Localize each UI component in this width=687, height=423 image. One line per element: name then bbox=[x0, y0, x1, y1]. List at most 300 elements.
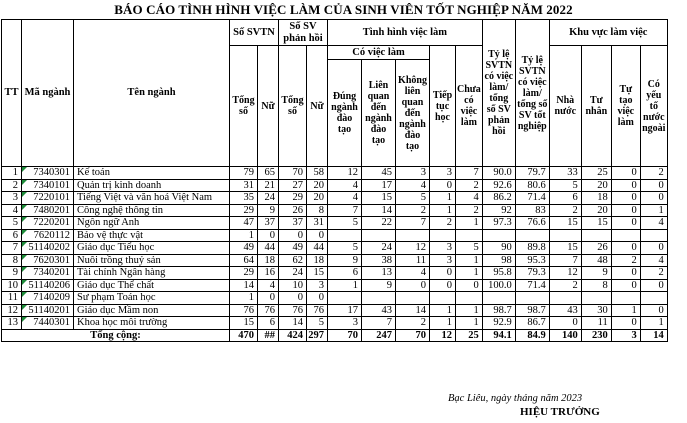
cell-tt[interactable]: 9 bbox=[2, 267, 22, 280]
cell-phanhoi-nu[interactable]: 76 bbox=[307, 304, 328, 317]
cell-phanhoi-nu[interactable]: 0 bbox=[307, 292, 328, 305]
cell-ma-nganh[interactable]: 7340201 bbox=[22, 267, 74, 280]
cell-nha-nuoc[interactable]: 6 bbox=[549, 192, 581, 205]
header-so-svtn: Số SVTN bbox=[230, 20, 279, 46]
cell-nuoc-ngoai[interactable]: 4 bbox=[640, 254, 667, 267]
cell-dung-nganh[interactable]: 5 bbox=[328, 242, 362, 255]
cell-ty-le-phan-hoi[interactable]: 92.9 bbox=[482, 317, 515, 330]
cell-nha-nuoc[interactable]: 33 bbox=[549, 167, 581, 180]
cell-dung-nganh[interactable]: 17 bbox=[328, 304, 362, 317]
cell-svtn-tong-so[interactable]: 14 bbox=[230, 279, 258, 292]
cell-chua-co-viec[interactable]: 1 bbox=[456, 217, 483, 230]
cell-ten-nganh[interactable]: Quản trị kinh doanh bbox=[74, 179, 230, 192]
header-tinh-hinh-viec-lam: Tình hình việc làm bbox=[328, 20, 483, 46]
cell-tiep-tuc-hoc[interactable]: 0 bbox=[430, 267, 456, 280]
cell-ma-nganh[interactable]: 7220201 bbox=[22, 217, 74, 230]
cell-ten-nganh[interactable]: Giáo dục Mầm non bbox=[74, 304, 230, 317]
cell-ma-nganh[interactable]: 7440301 bbox=[22, 317, 74, 330]
cell-ty-le-phan-hoi[interactable]: 90.0 bbox=[482, 167, 515, 180]
cell-nuoc-ngoai[interactable]: 0 bbox=[640, 242, 667, 255]
cell-svtn-nu[interactable]: 0 bbox=[258, 229, 279, 242]
cell-ty-le-phan-hoi[interactable]: 98.7 bbox=[482, 304, 515, 317]
report-table bbox=[1, 19, 668, 342]
cell-tu-nhan[interactable]: 11 bbox=[581, 317, 611, 330]
cell-ten-nganh[interactable]: Tài chính Ngân hàng bbox=[74, 267, 230, 280]
cell-lien-quan[interactable]: 7 bbox=[362, 317, 396, 330]
cell-lien-quan[interactable]: 17 bbox=[362, 179, 396, 192]
total-tiep-tuc-hoc[interactable]: 12 bbox=[430, 329, 456, 342]
cell-tu-nhan[interactable]: 48 bbox=[581, 254, 611, 267]
cell-khong-lien-quan[interactable]: 2 bbox=[396, 317, 430, 330]
total-dung-nganh[interactable]: 70 bbox=[328, 329, 362, 342]
table-row bbox=[2, 217, 668, 230]
cell-svtn-tong-so[interactable]: 49 bbox=[230, 242, 258, 255]
cell-khong-lien-quan[interactable]: 4 bbox=[396, 267, 430, 280]
footer-signer: HIỆU TRƯỞNG bbox=[520, 406, 600, 418]
cell-ten-nganh[interactable]: Bảo vệ thực vật bbox=[74, 229, 230, 242]
cell-nha-nuoc[interactable]: 43 bbox=[549, 304, 581, 317]
total-nha-nuoc[interactable]: 140 bbox=[549, 329, 581, 342]
cell-dung-nganh[interactable]: 4 bbox=[328, 192, 362, 205]
cell-tiep-tuc-hoc[interactable]: 1 bbox=[430, 317, 456, 330]
cell-ty-le-tot-nghiep[interactable] bbox=[515, 229, 549, 242]
cell-khong-lien-quan[interactable]: 5 bbox=[396, 192, 430, 205]
header-svtn-nu: Nữ bbox=[258, 46, 279, 167]
cell-svtn-nu[interactable]: 65 bbox=[258, 167, 279, 180]
cell-lien-quan[interactable]: 13 bbox=[362, 267, 396, 280]
header-ten-nganh: Tên ngành bbox=[74, 20, 230, 167]
cell-khong-lien-quan[interactable]: 14 bbox=[396, 304, 430, 317]
cell-ten-nganh[interactable]: Ngôn ngữ Anh bbox=[74, 217, 230, 230]
cell-tt[interactable]: 8 bbox=[2, 254, 22, 267]
total-row bbox=[2, 329, 668, 342]
cell-chua-co-viec[interactable]: 7 bbox=[456, 167, 483, 180]
header-chua-co-viec: Chưa có việc làm bbox=[456, 46, 483, 167]
cell-phanhoi-tong-so[interactable]: 24 bbox=[279, 267, 307, 280]
cell-tu-nhan[interactable]: 25 bbox=[581, 167, 611, 180]
total-ty-le-phan-hoi[interactable]: 94.1 bbox=[482, 329, 515, 342]
cell-svtn-nu[interactable]: 76 bbox=[258, 304, 279, 317]
cell-khong-lien-quan[interactable]: 11 bbox=[396, 254, 430, 267]
cell-tu-nhan[interactable]: 15 bbox=[581, 217, 611, 230]
total-tu-nhan[interactable]: 230 bbox=[581, 329, 611, 342]
cell-khong-lien-quan[interactable] bbox=[396, 292, 430, 305]
cell-dung-nganh[interactable]: 1 bbox=[328, 279, 362, 292]
cell-khong-lien-quan[interactable]: 4 bbox=[396, 179, 430, 192]
header-khu-vuc: Khu vực làm việc bbox=[549, 20, 667, 46]
header-svtn-tong-so: Tổng số bbox=[230, 46, 258, 167]
cell-tu-tao[interactable]: 1 bbox=[611, 304, 640, 317]
cell-dung-nganh[interactable]: 6 bbox=[328, 267, 362, 280]
cell-tu-nhan[interactable]: 30 bbox=[581, 304, 611, 317]
cell-tt[interactable]: 2 bbox=[2, 179, 22, 192]
cell-lien-quan[interactable]: 38 bbox=[362, 254, 396, 267]
error-indicator-icon bbox=[22, 230, 27, 235]
cell-dung-nganh[interactable] bbox=[328, 229, 362, 242]
error-indicator-icon bbox=[22, 167, 27, 172]
cell-tiep-tuc-hoc[interactable]: 3 bbox=[430, 254, 456, 267]
cell-ma-nganh[interactable]: 7140209 bbox=[22, 292, 74, 305]
cell-tu-nhan[interactable]: 26 bbox=[581, 242, 611, 255]
cell-ty-le-tot-nghiep[interactable]: 80.6 bbox=[515, 179, 549, 192]
cell-ty-le-phan-hoi[interactable] bbox=[482, 229, 515, 242]
cell-ten-nganh[interactable]: Giáo dục Tiểu học bbox=[74, 242, 230, 255]
table-body bbox=[2, 167, 668, 330]
cell-tu-tao[interactable]: 0 bbox=[611, 192, 640, 205]
error-indicator-icon bbox=[22, 280, 27, 285]
cell-ty-le-tot-nghiep[interactable]: 79.7 bbox=[515, 167, 549, 180]
cell-phanhoi-nu[interactable]: 5 bbox=[307, 317, 328, 330]
cell-phanhoi-nu[interactable]: 58 bbox=[307, 167, 328, 180]
cell-svtn-nu[interactable]: 9 bbox=[258, 204, 279, 217]
cell-chua-co-viec[interactable] bbox=[456, 292, 483, 305]
cell-phanhoi-tong-so[interactable]: 27 bbox=[279, 179, 307, 192]
cell-ten-nganh[interactable]: Giáo dục Thể chất bbox=[74, 279, 230, 292]
cell-tiep-tuc-hoc[interactable]: 2 bbox=[430, 217, 456, 230]
cell-svtn-nu[interactable]: 0 bbox=[258, 292, 279, 305]
cell-dung-nganh[interactable]: 7 bbox=[328, 204, 362, 217]
cell-tt[interactable]: 10 bbox=[2, 279, 22, 292]
cell-dung-nganh[interactable]: 12 bbox=[328, 167, 362, 180]
cell-svtn-nu[interactable]: 4 bbox=[258, 279, 279, 292]
cell-tt[interactable]: 5 bbox=[2, 217, 22, 230]
cell-phanhoi-tong-so[interactable]: 76 bbox=[279, 304, 307, 317]
cell-tu-tao[interactable]: 0 bbox=[611, 267, 640, 280]
header-tiep-tuc-hoc: Tiếp tục học bbox=[430, 46, 456, 167]
cell-svtn-nu[interactable]: 18 bbox=[258, 254, 279, 267]
cell-ty-le-tot-nghiep[interactable] bbox=[515, 292, 549, 305]
cell-ma-nganh[interactable]: 7480201 bbox=[22, 204, 74, 217]
cell-chua-co-viec[interactable]: 2 bbox=[456, 179, 483, 192]
cell-ty-le-phan-hoi[interactable]: 98 bbox=[482, 254, 515, 267]
cell-nha-nuoc[interactable]: 12 bbox=[549, 267, 581, 280]
cell-khong-lien-quan[interactable]: 3 bbox=[396, 167, 430, 180]
cell-tu-nhan[interactable]: 18 bbox=[581, 192, 611, 205]
cell-ma-nganh[interactable]: 7220101 bbox=[22, 192, 74, 205]
cell-tu-tao[interactable]: 0 bbox=[611, 167, 640, 180]
cell-nha-nuoc[interactable] bbox=[549, 292, 581, 305]
cell-nuoc-ngoai[interactable]: 2 bbox=[640, 167, 667, 180]
cell-khong-lien-quan[interactable]: 7 bbox=[396, 217, 430, 230]
cell-khong-lien-quan[interactable]: 2 bbox=[396, 204, 430, 217]
report-title: BÁO CÁO TÌNH HÌNH VIỆC LÀM CỦA SINH VIÊN TỐT NGHIỆP NĂM 2022 bbox=[114, 2, 573, 17]
table-row bbox=[2, 167, 668, 180]
footer-date-line: Bạc Liêu, ngày tháng năm 2023 bbox=[448, 393, 583, 404]
cell-ty-le-phan-hoi[interactable]: 100.0 bbox=[482, 279, 515, 292]
cell-tu-tao[interactable]: 0 bbox=[611, 179, 640, 192]
cell-lien-quan[interactable]: 22 bbox=[362, 217, 396, 230]
cell-tt[interactable]: 7 bbox=[2, 242, 22, 255]
total-tu-tao[interactable]: 3 bbox=[611, 329, 640, 342]
header-phanhoi-nu: Nữ bbox=[307, 46, 328, 167]
cell-svtn-tong-so[interactable]: 15 bbox=[230, 317, 258, 330]
cell-tt[interactable]: 11 bbox=[2, 292, 22, 305]
total-label: Tổng cộng: bbox=[2, 329, 230, 342]
total-nuoc-ngoai[interactable]: 14 bbox=[640, 329, 667, 342]
cell-nha-nuoc[interactable]: 2 bbox=[549, 204, 581, 217]
cell-ty-le-tot-nghiep[interactable]: 79.3 bbox=[515, 267, 549, 280]
cell-lien-quan[interactable]: 43 bbox=[362, 304, 396, 317]
cell-tiep-tuc-hoc[interactable]: 3 bbox=[430, 167, 456, 180]
header-ty-le-phan-hoi: Tỷ lệ SVTN có việc làm/ tổng số SV phản hồi bbox=[482, 20, 515, 167]
cell-tiep-tuc-hoc[interactable]: 0 bbox=[430, 179, 456, 192]
cell-svtn-tong-so[interactable]: 76 bbox=[230, 304, 258, 317]
cell-tu-tao[interactable]: 0 bbox=[611, 242, 640, 255]
cell-nha-nuoc[interactable]: 0 bbox=[549, 317, 581, 330]
cell-tu-nhan[interactable]: 9 bbox=[581, 267, 611, 280]
table-row bbox=[2, 317, 668, 330]
cell-svtn-nu[interactable]: 24 bbox=[258, 192, 279, 205]
cell-dung-nganh[interactable] bbox=[328, 292, 362, 305]
cell-tt[interactable]: 4 bbox=[2, 204, 22, 217]
cell-ty-le-tot-nghiep[interactable]: 76.6 bbox=[515, 217, 549, 230]
cell-phanhoi-tong-so[interactable]: 37 bbox=[279, 217, 307, 230]
cell-chua-co-viec[interactable]: 1 bbox=[456, 254, 483, 267]
header-tu-tao: Tự tạo việc làm bbox=[611, 46, 640, 167]
cell-svtn-tong-so[interactable]: 29 bbox=[230, 267, 258, 280]
cell-lien-quan[interactable]: 24 bbox=[362, 242, 396, 255]
cell-ma-nganh[interactable]: 7340101 bbox=[22, 179, 74, 192]
cell-lien-quan[interactable]: 14 bbox=[362, 204, 396, 217]
cell-ten-nganh[interactable]: Kế toán bbox=[74, 167, 230, 180]
cell-ten-nganh[interactable]: Tiếng Việt và văn hoá Việt Nam bbox=[74, 192, 230, 205]
cell-tt[interactable]: 3 bbox=[2, 192, 22, 205]
header-ty-le-tot-nghiep: Tỷ lệ SVTN có việc làm/ tổng số SV tốt nghiệp bbox=[515, 20, 549, 167]
cell-nuoc-ngoai[interactable]: 2 bbox=[640, 267, 667, 280]
cell-phanhoi-tong-so[interactable]: 62 bbox=[279, 254, 307, 267]
cell-lien-quan[interactable]: 9 bbox=[362, 279, 396, 292]
error-indicator-icon bbox=[22, 255, 27, 260]
cell-tt[interactable]: 13 bbox=[2, 317, 22, 330]
table-row bbox=[2, 192, 668, 205]
cell-ma-nganh[interactable]: 51140201 bbox=[22, 304, 74, 317]
table-row bbox=[2, 267, 668, 280]
cell-chua-co-viec[interactable]: 1 bbox=[456, 317, 483, 330]
cell-ty-le-phan-hoi[interactable]: 95.8 bbox=[482, 267, 515, 280]
error-indicator-icon bbox=[22, 292, 27, 297]
error-indicator-icon bbox=[22, 205, 27, 210]
total-phanhoi-nu[interactable]: 297 bbox=[307, 329, 328, 342]
error-indicator-icon bbox=[22, 317, 27, 322]
cell-svtn-tong-so[interactable]: 1 bbox=[230, 229, 258, 242]
cell-lien-quan[interactable]: 15 bbox=[362, 192, 396, 205]
cell-chua-co-viec[interactable]: 2 bbox=[456, 204, 483, 217]
cell-tu-tao[interactable]: 0 bbox=[611, 217, 640, 230]
cell-phanhoi-tong-so[interactable]: 26 bbox=[279, 204, 307, 217]
cell-ma-nganh[interactable]: 51140202 bbox=[22, 242, 74, 255]
total-phanhoi-tong-so[interactable]: 424 bbox=[279, 329, 307, 342]
cell-nuoc-ngoai[interactable]: 0 bbox=[640, 179, 667, 192]
table-row bbox=[2, 304, 668, 317]
table-row bbox=[2, 179, 668, 192]
cell-nuoc-ngoai[interactable]: 1 bbox=[640, 317, 667, 330]
error-indicator-icon bbox=[22, 192, 27, 197]
cell-tu-tao[interactable]: 2 bbox=[611, 254, 640, 267]
cell-chua-co-viec[interactable]: 0 bbox=[456, 279, 483, 292]
cell-ty-le-tot-nghiep[interactable]: 86.7 bbox=[515, 317, 549, 330]
error-indicator-icon bbox=[22, 267, 27, 272]
cell-phanhoi-nu[interactable]: 8 bbox=[307, 204, 328, 217]
cell-lien-quan[interactable] bbox=[362, 229, 396, 242]
table-row bbox=[2, 229, 668, 242]
cell-svtn-nu[interactable]: 21 bbox=[258, 179, 279, 192]
cell-phanhoi-nu[interactable]: 15 bbox=[307, 267, 328, 280]
cell-ty-le-tot-nghiep[interactable]: 83 bbox=[515, 204, 549, 217]
cell-svtn-tong-so[interactable]: 1 bbox=[230, 292, 258, 305]
table-row bbox=[2, 279, 668, 292]
total-ty-le-tot-nghiep[interactable]: 84.9 bbox=[515, 329, 549, 342]
cell-svtn-tong-so[interactable]: 31 bbox=[230, 179, 258, 192]
header-khong-lien-quan: Không liên quan đến ngành đào tạo bbox=[396, 60, 430, 167]
cell-dung-nganh[interactable]: 3 bbox=[328, 317, 362, 330]
error-indicator-icon bbox=[22, 180, 27, 185]
cell-ma-nganh[interactable]: 7620301 bbox=[22, 254, 74, 267]
cell-nuoc-ngoai[interactable] bbox=[640, 292, 667, 305]
cell-tiep-tuc-hoc[interactable] bbox=[430, 292, 456, 305]
cell-tiep-tuc-hoc[interactable]: 1 bbox=[430, 192, 456, 205]
cell-tt[interactable]: 1 bbox=[2, 167, 22, 180]
cell-tu-nhan[interactable]: 20 bbox=[581, 204, 611, 217]
cell-svtn-tong-so[interactable]: 47 bbox=[230, 217, 258, 230]
cell-phanhoi-tong-so[interactable]: 29 bbox=[279, 192, 307, 205]
cell-ma-nganh[interactable]: 7620112 bbox=[22, 229, 74, 242]
cell-ty-le-phan-hoi[interactable]: 90 bbox=[482, 242, 515, 255]
cell-tt[interactable]: 6 bbox=[2, 229, 22, 242]
cell-svtn-tong-so[interactable]: 79 bbox=[230, 167, 258, 180]
cell-phanhoi-tong-so[interactable]: 0 bbox=[279, 229, 307, 242]
cell-phanhoi-nu[interactable]: 44 bbox=[307, 242, 328, 255]
total-svtn-tong-so[interactable]: 470 bbox=[230, 329, 258, 342]
cell-tu-tao[interactable] bbox=[611, 292, 640, 305]
cell-ty-le-phan-hoi[interactable]: 92.6 bbox=[482, 179, 515, 192]
cell-chua-co-viec[interactable] bbox=[456, 229, 483, 242]
cell-svtn-nu[interactable]: 16 bbox=[258, 267, 279, 280]
cell-nha-nuoc[interactable]: 2 bbox=[549, 279, 581, 292]
cell-nha-nuoc[interactable] bbox=[549, 229, 581, 242]
cell-tiep-tuc-hoc[interactable]: 3 bbox=[430, 242, 456, 255]
cell-ty-le-phan-hoi[interactable] bbox=[482, 292, 515, 305]
cell-khong-lien-quan[interactable] bbox=[396, 229, 430, 242]
cell-tu-nhan[interactable] bbox=[581, 229, 611, 242]
cell-ma-nganh[interactable]: 7340301 bbox=[22, 167, 74, 180]
cell-khong-lien-quan[interactable]: 12 bbox=[396, 242, 430, 255]
cell-nha-nuoc[interactable]: 7 bbox=[549, 254, 581, 267]
cell-ty-le-tot-nghiep[interactable]: 89.8 bbox=[515, 242, 549, 255]
cell-nha-nuoc[interactable]: 15 bbox=[549, 242, 581, 255]
total-svtn-nu[interactable]: ## bbox=[258, 329, 279, 342]
cell-tu-nhan[interactable] bbox=[581, 292, 611, 305]
cell-nuoc-ngoai[interactable]: 1 bbox=[640, 204, 667, 217]
cell-dung-nganh[interactable]: 9 bbox=[328, 254, 362, 267]
cell-ty-le-phan-hoi[interactable]: 86.2 bbox=[482, 192, 515, 205]
cell-nha-nuoc[interactable]: 15 bbox=[549, 217, 581, 230]
cell-phanhoi-tong-so[interactable]: 10 bbox=[279, 279, 307, 292]
cell-phanhoi-nu[interactable]: 20 bbox=[307, 192, 328, 205]
cell-chua-co-viec[interactable]: 4 bbox=[456, 192, 483, 205]
cell-tiep-tuc-hoc[interactable]: 1 bbox=[430, 204, 456, 217]
cell-khong-lien-quan[interactable]: 0 bbox=[396, 279, 430, 292]
cell-phanhoi-nu[interactable]: 0 bbox=[307, 229, 328, 242]
cell-tu-tao[interactable]: 0 bbox=[611, 317, 640, 330]
cell-ten-nganh[interactable]: Công nghệ thông tin bbox=[74, 204, 230, 217]
cell-svtn-tong-so[interactable]: 29 bbox=[230, 204, 258, 217]
cell-lien-quan[interactable]: 45 bbox=[362, 167, 396, 180]
cell-tt[interactable]: 12 bbox=[2, 304, 22, 317]
cell-ty-le-phan-hoi[interactable]: 92 bbox=[482, 204, 515, 217]
cell-phanhoi-tong-so[interactable]: 0 bbox=[279, 292, 307, 305]
total-chua-co-viec[interactable]: 25 bbox=[456, 329, 483, 342]
header-tt: TT bbox=[2, 20, 22, 167]
cell-dung-nganh[interactable]: 4 bbox=[328, 179, 362, 192]
error-indicator-icon bbox=[22, 217, 27, 222]
cell-ty-le-phan-hoi[interactable]: 97.3 bbox=[482, 217, 515, 230]
table-row bbox=[2, 254, 668, 267]
header-tu-nhan: Tư nhân bbox=[581, 46, 611, 167]
cell-tu-tao[interactable]: 0 bbox=[611, 279, 640, 292]
cell-tu-tao[interactable] bbox=[611, 229, 640, 242]
total-lien-quan[interactable]: 247 bbox=[362, 329, 396, 342]
cell-tiep-tuc-hoc[interactable]: 1 bbox=[430, 304, 456, 317]
total-khong-lien-quan[interactable]: 70 bbox=[396, 329, 430, 342]
cell-phanhoi-nu[interactable]: 18 bbox=[307, 254, 328, 267]
cell-svtn-nu[interactable]: 37 bbox=[258, 217, 279, 230]
cell-phanhoi-nu[interactable]: 3 bbox=[307, 279, 328, 292]
cell-phanhoi-tong-so[interactable]: 14 bbox=[279, 317, 307, 330]
error-indicator-icon bbox=[22, 242, 27, 247]
cell-tiep-tuc-hoc[interactable] bbox=[430, 229, 456, 242]
cell-svtn-tong-so[interactable]: 35 bbox=[230, 192, 258, 205]
cell-phanhoi-nu[interactable]: 31 bbox=[307, 217, 328, 230]
table-row bbox=[2, 204, 668, 217]
cell-phanhoi-tong-so[interactable]: 70 bbox=[279, 167, 307, 180]
cell-chua-co-viec[interactable]: 5 bbox=[456, 242, 483, 255]
cell-nuoc-ngoai[interactable]: 0 bbox=[640, 279, 667, 292]
cell-nuoc-ngoai[interactable]: 0 bbox=[640, 192, 667, 205]
cell-chua-co-viec[interactable]: 1 bbox=[456, 267, 483, 280]
header-dung-nganh: Đúng ngành đào tạo bbox=[328, 60, 362, 167]
cell-ty-le-tot-nghiep[interactable]: 71.4 bbox=[515, 192, 549, 205]
cell-tu-tao[interactable]: 0 bbox=[611, 204, 640, 217]
cell-tu-nhan[interactable]: 20 bbox=[581, 179, 611, 192]
cell-tu-nhan[interactable]: 8 bbox=[581, 279, 611, 292]
error-indicator-icon bbox=[22, 305, 27, 310]
cell-nuoc-ngoai[interactable]: 4 bbox=[640, 217, 667, 230]
cell-phanhoi-tong-so[interactable]: 49 bbox=[279, 242, 307, 255]
table-row bbox=[2, 292, 668, 305]
cell-ten-nganh[interactable]: Khoa học môi trường bbox=[74, 317, 230, 330]
cell-nuoc-ngoai[interactable]: 0 bbox=[640, 304, 667, 317]
cell-phanhoi-nu[interactable]: 20 bbox=[307, 179, 328, 192]
cell-lien-quan[interactable] bbox=[362, 292, 396, 305]
cell-dung-nganh[interactable]: 5 bbox=[328, 217, 362, 230]
cell-ty-le-tot-nghiep[interactable]: 98.7 bbox=[515, 304, 549, 317]
header-nuoc-ngoai: Có yếu tố nước ngoài bbox=[640, 46, 667, 167]
table-row bbox=[2, 242, 668, 255]
cell-svtn-nu[interactable]: 6 bbox=[258, 317, 279, 330]
cell-svtn-tong-so[interactable]: 64 bbox=[230, 254, 258, 267]
cell-nuoc-ngoai[interactable] bbox=[640, 229, 667, 242]
cell-ten-nganh[interactable]: Sư phạm Toán học bbox=[74, 292, 230, 305]
cell-ma-nganh[interactable]: 51140206 bbox=[22, 279, 74, 292]
cell-chua-co-viec[interactable]: 1 bbox=[456, 304, 483, 317]
cell-tiep-tuc-hoc[interactable]: 0 bbox=[430, 279, 456, 292]
header-nha-nuoc: Nhà nước bbox=[549, 46, 581, 167]
cell-nha-nuoc[interactable]: 5 bbox=[549, 179, 581, 192]
cell-ty-le-tot-nghiep[interactable]: 95.3 bbox=[515, 254, 549, 267]
cell-ten-nganh[interactable]: Nuôi trồng thuỷ sản bbox=[74, 254, 230, 267]
cell-ty-le-tot-nghiep[interactable]: 71.4 bbox=[515, 279, 549, 292]
cell-svtn-nu[interactable]: 44 bbox=[258, 242, 279, 255]
